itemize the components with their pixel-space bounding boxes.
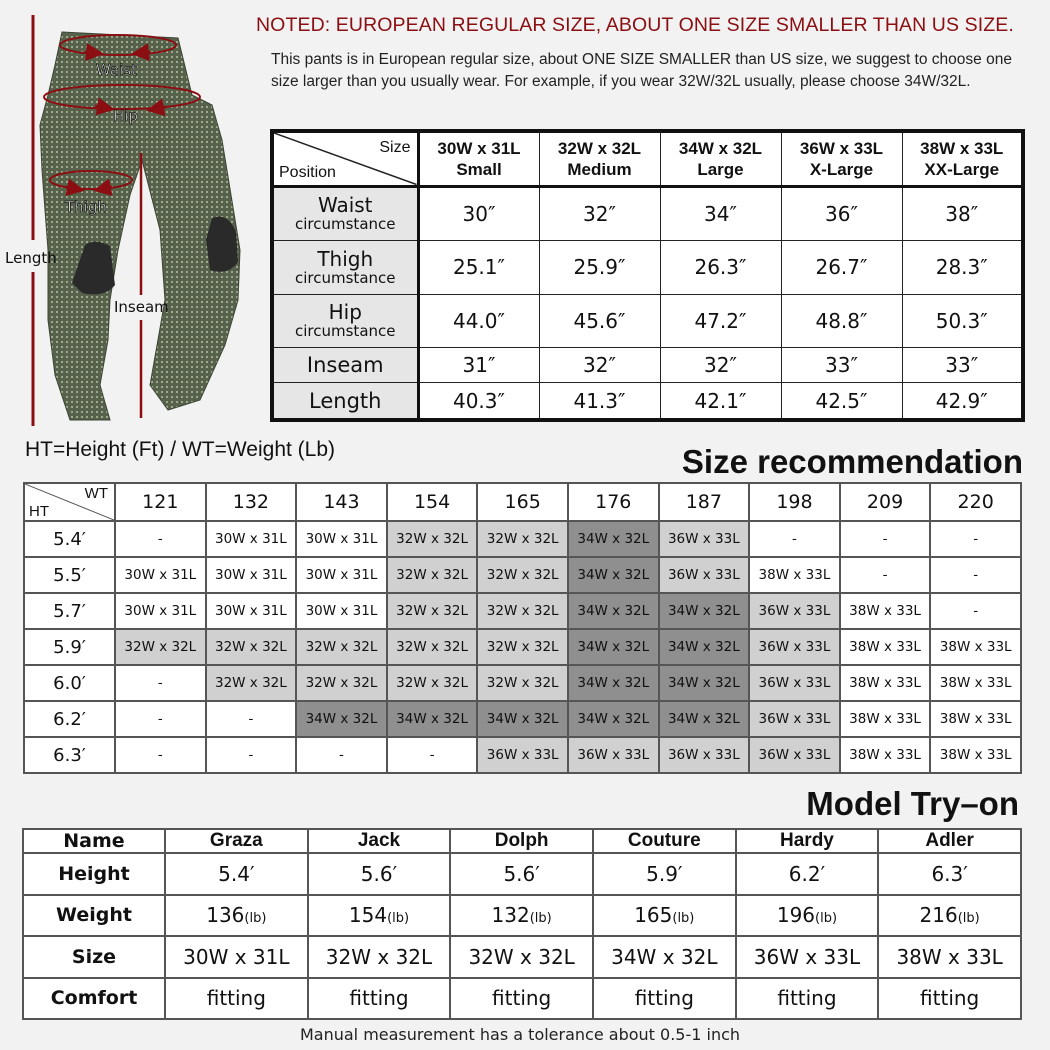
recommended-size-cell: 36W x 33L — [659, 737, 750, 773]
recommended-size-cell: 34W x 32L — [387, 701, 478, 737]
recommended-size-cell: 38W x 33L — [930, 629, 1021, 665]
height-row-header: 6.2′ — [24, 701, 115, 737]
measure-value: 42.1″ — [660, 383, 781, 420]
model-height: 6.3′ — [878, 853, 1021, 895]
position-label — [272, 348, 418, 383]
recommended-size-cell: 34W x 32L — [659, 593, 750, 629]
recommended-size-cell: 30W x 31L — [206, 557, 297, 593]
recommended-size-cell: 32W x 32L — [387, 629, 478, 665]
recommended-size-cell: 30W x 31L — [296, 593, 387, 629]
recommended-size-cell: - — [749, 521, 840, 557]
position-name: Length — [309, 388, 382, 413]
recommended-size-cell: 34W x 32L — [568, 521, 659, 557]
recommended-size-cell: 32W x 32L — [477, 521, 568, 557]
model-name: Couture — [593, 829, 736, 853]
recommended-size-cell: 30W x 31L — [206, 521, 297, 557]
measure-row-inseam — [272, 348, 1023, 383]
recommended-size-cell: 34W x 32L — [477, 701, 568, 737]
recommended-size-cell: 32W x 32L — [206, 629, 297, 665]
model-name: Adler — [878, 829, 1021, 853]
recommended-size-cell: 32W x 32L — [477, 665, 568, 701]
measure-value: 47.2″ — [660, 294, 781, 347]
weight-col-header: 165 — [477, 483, 568, 521]
size-recommendation-table — [23, 482, 1022, 774]
weight-col-header: 198 — [749, 483, 840, 521]
model-comfort: fitting — [736, 978, 879, 1020]
size-measurement-table — [270, 129, 1025, 422]
height-row — [24, 665, 1021, 701]
measure-header-row — [272, 131, 1023, 186]
height-row — [24, 521, 1021, 557]
recommended-size-cell: - — [206, 737, 297, 773]
recommended-size-cell: - — [840, 557, 931, 593]
recommended-size-cell: 30W x 31L — [296, 521, 387, 557]
recommended-size-cell: 32W x 32L — [387, 665, 478, 701]
weight-unit: (lb) — [957, 911, 980, 927]
row-label-comfort: Comfort — [23, 978, 165, 1020]
position-name: Hip — [328, 300, 362, 325]
measure-value: 26.3″ — [660, 241, 781, 294]
corner-wt-label: WT — [84, 485, 108, 502]
recommended-size-cell: 32W x 32L — [387, 593, 478, 629]
model-weight — [736, 895, 879, 937]
row-label-name: Name — [23, 829, 165, 853]
model-size: 36W x 33L — [736, 936, 879, 978]
weight-unit: (lb) — [672, 911, 695, 927]
model-weight — [593, 895, 736, 937]
measure-value: 50.3″ — [902, 294, 1023, 347]
model-comfort: fitting — [308, 978, 451, 1020]
recommended-size-cell: 38W x 33L — [840, 629, 931, 665]
rec-corner-cell — [24, 483, 115, 521]
row-label-height: Height — [23, 853, 165, 895]
model-row-weight — [23, 895, 1021, 937]
recommended-size-cell: 34W x 32L — [568, 701, 659, 737]
measure-value: 32″ — [539, 348, 660, 383]
recommended-size-cell: 32W x 32L — [296, 629, 387, 665]
recommended-size-cell: 38W x 33L — [840, 737, 931, 773]
weight-unit: (lb) — [815, 911, 838, 927]
recommended-size-cell: 32W x 32L — [477, 629, 568, 665]
recommended-size-cell: - — [206, 701, 297, 737]
recommended-size-cell: 36W x 33L — [659, 557, 750, 593]
recommended-size-cell: - — [930, 521, 1021, 557]
measure-corner-cell — [272, 131, 418, 186]
weight-value: 165 — [634, 903, 673, 928]
recommended-size-cell: 36W x 33L — [749, 593, 840, 629]
recommended-size-cell: - — [115, 737, 206, 773]
model-name: Graza — [165, 829, 308, 853]
weight-value: 132 — [491, 903, 530, 928]
weight-col-header: 121 — [115, 483, 206, 521]
model-comfort: fitting — [593, 978, 736, 1020]
size-recommendation-title: Size recommendation — [681, 443, 1023, 480]
measure-value: 32″ — [660, 348, 781, 383]
model-row-comfort — [23, 978, 1021, 1020]
height-row-header: 5.5′ — [24, 557, 115, 593]
measure-value: 44.0″ — [418, 294, 539, 347]
weight-value: 216 — [919, 903, 958, 928]
model-name: Dolph — [450, 829, 593, 853]
row-label-weight: Weight — [23, 895, 165, 937]
measure-value: 25.9″ — [539, 241, 660, 294]
model-height: 5.9′ — [593, 853, 736, 895]
model-height: 6.2′ — [736, 853, 879, 895]
position-sub: circumstance — [295, 268, 396, 287]
height-row-header: 5.9′ — [24, 629, 115, 665]
recommended-size-cell: - — [930, 557, 1021, 593]
recommended-size-cell: 38W x 33L — [840, 593, 931, 629]
recommended-size-cell: 32W x 32L — [477, 593, 568, 629]
recommended-size-cell: 34W x 32L — [659, 701, 750, 737]
corner-size-label: Size — [379, 139, 411, 156]
recommended-size-cell: 36W x 33L — [749, 701, 840, 737]
recommended-size-cell: 36W x 33L — [659, 521, 750, 557]
model-weight — [165, 895, 308, 937]
model-size: 32W x 32L — [308, 936, 451, 978]
thigh-label: Thigh — [65, 198, 107, 216]
pants-image — [0, 0, 260, 440]
model-name: Jack — [308, 829, 451, 853]
notice-title: NOTED: EUROPEAN REGULAR SIZE, ABOUT ONE SIZE SMALLER THAN US SIZE. — [256, 14, 1014, 36]
recommended-size-cell: 38W x 33L — [840, 665, 931, 701]
position-sub: circumstance — [295, 322, 396, 341]
height-row-header: 6.3′ — [24, 737, 115, 773]
model-tryon-table — [22, 828, 1022, 1020]
height-row — [24, 701, 1021, 737]
model-size: 32W x 32L — [450, 936, 593, 978]
model-tryon-title: Model Try–on — [806, 785, 1019, 822]
measure-value: 45.6″ — [539, 294, 660, 347]
measure-value: 41.3″ — [539, 383, 660, 420]
measure-value: 34″ — [660, 186, 781, 241]
weight-value: 136 — [206, 903, 245, 928]
measure-row-length — [272, 383, 1023, 420]
model-height: 5.6′ — [450, 853, 593, 895]
measure-row-hip — [272, 294, 1023, 347]
recommended-size-cell: 32W x 32L — [115, 629, 206, 665]
position-label — [272, 241, 418, 294]
weight-col-header: 154 — [387, 483, 478, 521]
recommended-size-cell: - — [115, 521, 206, 557]
length-label: Length — [5, 249, 57, 267]
recommended-size-cell: 38W x 33L — [930, 701, 1021, 737]
height-row-header: 5.7′ — [24, 593, 115, 629]
measure-row-waist — [272, 186, 1023, 241]
model-height: 5.4′ — [165, 853, 308, 895]
weight-col-header: 132 — [206, 483, 297, 521]
recommended-size-cell: - — [840, 521, 931, 557]
model-size: 30W x 31L — [165, 936, 308, 978]
height-weight-legend: HT=Height (Ft) / WT=Weight (Lb) — [25, 438, 336, 461]
recommended-size-cell: 32W x 32L — [296, 665, 387, 701]
model-comfort: fitting — [450, 978, 593, 1020]
weight-value: 196 — [776, 903, 816, 928]
size-col-header: 36W x 33L X-Large — [781, 131, 902, 186]
recommended-size-cell: 34W x 32L — [568, 557, 659, 593]
recommended-size-cell: 38W x 33L — [840, 701, 931, 737]
measure-value: 33″ — [902, 348, 1023, 383]
recommended-size-cell: 36W x 33L — [568, 737, 659, 773]
measure-value: 30″ — [418, 186, 539, 241]
recommended-size-cell: 34W x 32L — [659, 629, 750, 665]
height-row-header: 5.4′ — [24, 521, 115, 557]
weight-col-header: 209 — [840, 483, 931, 521]
height-row — [24, 593, 1021, 629]
recommended-size-cell: 32W x 32L — [206, 665, 297, 701]
recommended-size-cell: - — [930, 593, 1021, 629]
measure-value: 48.8″ — [781, 294, 902, 347]
recommended-size-cell: 34W x 32L — [568, 665, 659, 701]
model-weight — [450, 895, 593, 937]
measure-value: 31″ — [418, 348, 539, 383]
recommended-size-cell: 30W x 31L — [115, 593, 206, 629]
model-weight — [878, 895, 1021, 937]
inseam-label: Inseam — [114, 298, 169, 316]
weight-header-row — [24, 483, 1021, 521]
model-comfort: fitting — [165, 978, 308, 1020]
recommended-size-cell: 32W x 32L — [477, 557, 568, 593]
position-label — [272, 186, 418, 241]
model-name: Hardy — [736, 829, 879, 853]
corner-position-label: Position — [279, 163, 336, 181]
recommended-size-cell: 34W x 32L — [568, 629, 659, 665]
size-col-header: 38W x 33L XX-Large — [902, 131, 1023, 186]
recommended-size-cell: - — [387, 737, 478, 773]
recommended-size-cell: 38W x 33L — [930, 737, 1021, 773]
height-row — [24, 737, 1021, 773]
corner-ht-label: HT — [29, 503, 49, 520]
measure-value: 42.5″ — [781, 383, 902, 420]
waist-label: Waist — [96, 61, 137, 79]
recommended-size-cell: 38W x 33L — [749, 557, 840, 593]
weight-col-header: 143 — [296, 483, 387, 521]
weight-col-header: 220 — [930, 483, 1021, 521]
recommended-size-cell: - — [115, 665, 206, 701]
measure-value: 33″ — [781, 348, 902, 383]
measure-value: 28.3″ — [902, 241, 1023, 294]
measure-row-thigh — [272, 241, 1023, 294]
weight-col-header: 176 — [568, 483, 659, 521]
position-sub: circumstance — [295, 215, 396, 234]
recommended-size-cell: 34W x 32L — [659, 665, 750, 701]
recommended-size-cell: 36W x 33L — [749, 737, 840, 773]
measure-value: 32″ — [539, 186, 660, 241]
recommended-size-cell: 36W x 33L — [749, 665, 840, 701]
height-row — [24, 557, 1021, 593]
recommended-size-cell: 34W x 32L — [296, 701, 387, 737]
recommended-size-cell: - — [296, 737, 387, 773]
measure-value: 42.9″ — [902, 383, 1023, 420]
recommended-size-cell: 38W x 33L — [930, 665, 1021, 701]
model-size: 34W x 32L — [593, 936, 736, 978]
recommended-size-cell: 32W x 32L — [387, 521, 478, 557]
model-height: 5.6′ — [308, 853, 451, 895]
model-size: 38W x 33L — [878, 936, 1021, 978]
position-name: Thigh — [317, 246, 374, 271]
height-row — [24, 629, 1021, 665]
notice-body: This pants is in European regular size, about ONE SIZE SMALLER than US size, we suggest to choose one size larger than you usually wear. For example, if you wear 32W/32L usually, please choose 34W/32L. — [271, 51, 1012, 90]
pants-measurement-illustration — [0, 0, 260, 440]
measure-value: 26.7″ — [781, 241, 902, 294]
recommended-size-cell: - — [115, 701, 206, 737]
position-name: Inseam — [306, 353, 384, 378]
model-row-size — [23, 936, 1021, 978]
model-name-row — [23, 829, 1021, 853]
recommended-size-cell: 36W x 33L — [749, 629, 840, 665]
recommended-size-cell: 36W x 33L — [477, 737, 568, 773]
size-col-header: 30W x 31L Small — [418, 131, 539, 186]
weight-col-header: 187 — [659, 483, 750, 521]
model-comfort: fitting — [878, 978, 1021, 1020]
weight-unit: (lb) — [244, 911, 267, 927]
recommended-size-cell: 34W x 32L — [568, 593, 659, 629]
weight-unit: (lb) — [387, 911, 410, 927]
measure-value: 40.3″ — [418, 383, 539, 420]
tolerance-footnote: Manual measurement has a tolerance about 0.5-1 inch — [299, 1025, 741, 1044]
measure-value: 36″ — [781, 186, 902, 241]
model-row-height — [23, 853, 1021, 895]
height-row-header: 6.0′ — [24, 665, 115, 701]
recommended-size-cell: 32W x 32L — [387, 557, 478, 593]
position-label — [272, 383, 418, 420]
recommended-size-cell: 30W x 31L — [296, 557, 387, 593]
weight-unit: (lb) — [529, 911, 552, 927]
size-col-header: 32W x 32L Medium — [539, 131, 660, 186]
measure-value: 38″ — [902, 186, 1023, 241]
position-label — [272, 294, 418, 347]
position-name: Waist — [317, 193, 373, 218]
recommended-size-cell: 30W x 31L — [115, 557, 206, 593]
row-label-size: Size — [23, 936, 165, 978]
size-col-header: 34W x 32L Large — [660, 131, 781, 186]
hip-label: Hip — [113, 107, 138, 125]
measure-value: 25.1″ — [418, 241, 539, 294]
recommended-size-cell: 30W x 31L — [206, 593, 297, 629]
model-weight — [308, 895, 451, 937]
weight-value: 154 — [348, 903, 388, 928]
